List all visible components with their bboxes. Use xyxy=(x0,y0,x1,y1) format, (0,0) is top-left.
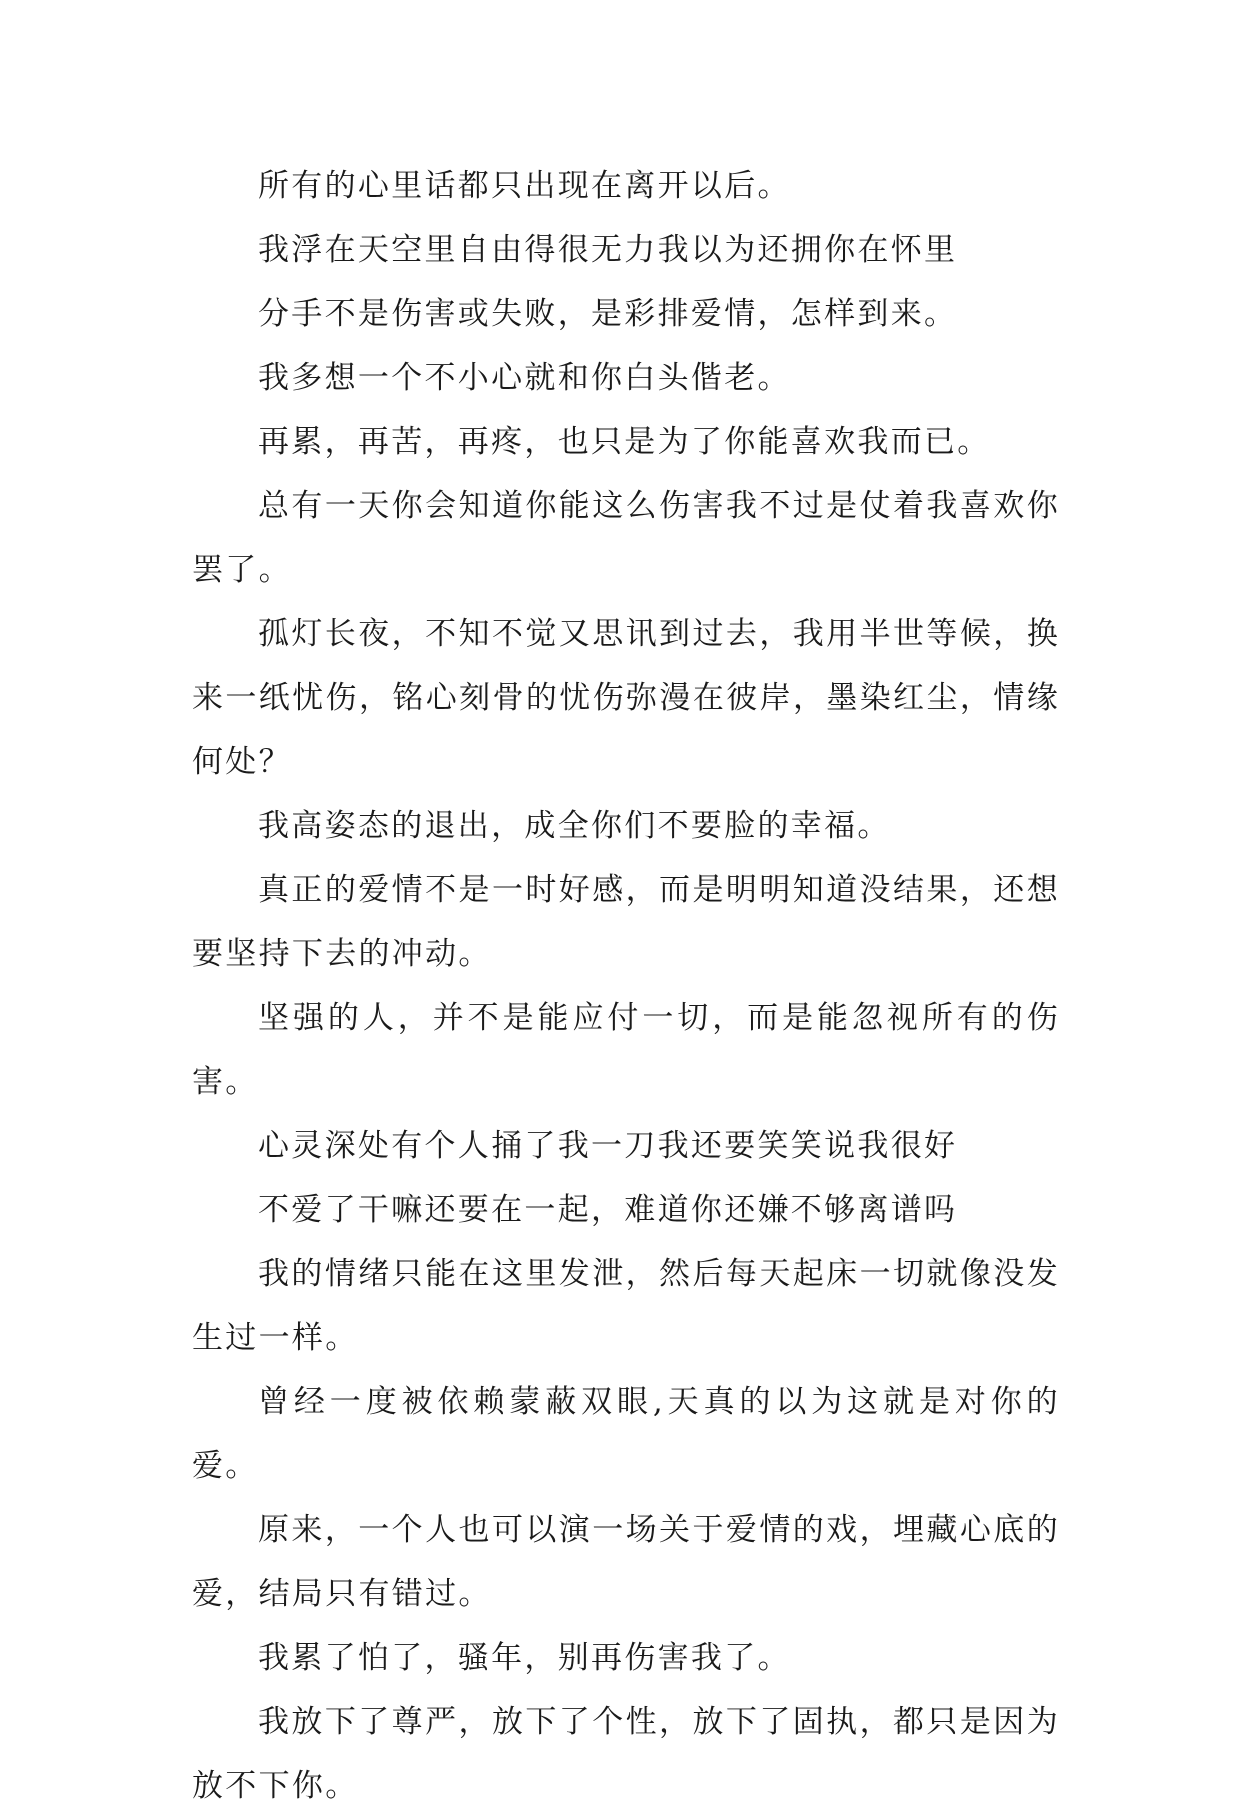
paragraph: 所有的心里话都只出现在离开以后。 xyxy=(258,168,791,204)
paragraph: 坚强的人，并不是能应付一切，而是能忽视所有的伤害。 xyxy=(192,1000,1060,1100)
paragraph: 孤灯长夜，不知不觉又思讯到过去，我用半世等候，换来一纸忧伤，铭心刻骨的忧伤弥漫在彼岸，墨染红尘，情缘何处？ xyxy=(192,616,1060,780)
paragraph: 再累，再苦，再疼，也只是为了你能喜欢我而已。 xyxy=(258,424,991,460)
paragraph: 我放下了尊严，放下了个性，放下了固执，都只是因为放不下你。 xyxy=(192,1704,1060,1804)
paragraph: 不爱了干嘛还要在一起，难道你还嫌不够离谱吗 xyxy=(258,1192,958,1228)
paragraph: 总有一天你会知道你能这么伤害我不过是仗着我喜欢你罢了。 xyxy=(192,488,1060,588)
paragraph: 原来，一个人也可以演一场关于爱情的戏，埋藏心底的爱，结局只有错过。 xyxy=(192,1512,1060,1612)
paragraph: 我累了怕了，骚年，别再伤害我了。 xyxy=(258,1640,791,1676)
paragraph: 我多想一个不小心就和你白头偕老。 xyxy=(258,360,791,396)
paragraph: 我的情绪只能在这里发泄，然后每天起床一切就像没发生过一样。 xyxy=(192,1256,1060,1356)
paragraph: 曾经一度被依赖蒙蔽双眼,天真的以为这就是对你的爱。 xyxy=(192,1384,1060,1484)
paragraph: 真正的爱情不是一时好感，而是明明知道没结果，还想要坚持下去的冲动。 xyxy=(192,872,1060,972)
paragraph: 分手不是伤害或失败，是彩排爱情，怎样到来。 xyxy=(258,296,958,332)
paragraph: 心灵深处有个人捅了我一刀我还要笑笑说我很好 xyxy=(258,1128,958,1164)
document-body xyxy=(192,154,1060,1818)
paragraph: 我高姿态的退出，成全你们不要脸的幸福。 xyxy=(258,808,891,844)
paragraph: 我浮在天空里自由得很无力我以为还拥你在怀里 xyxy=(258,232,958,268)
